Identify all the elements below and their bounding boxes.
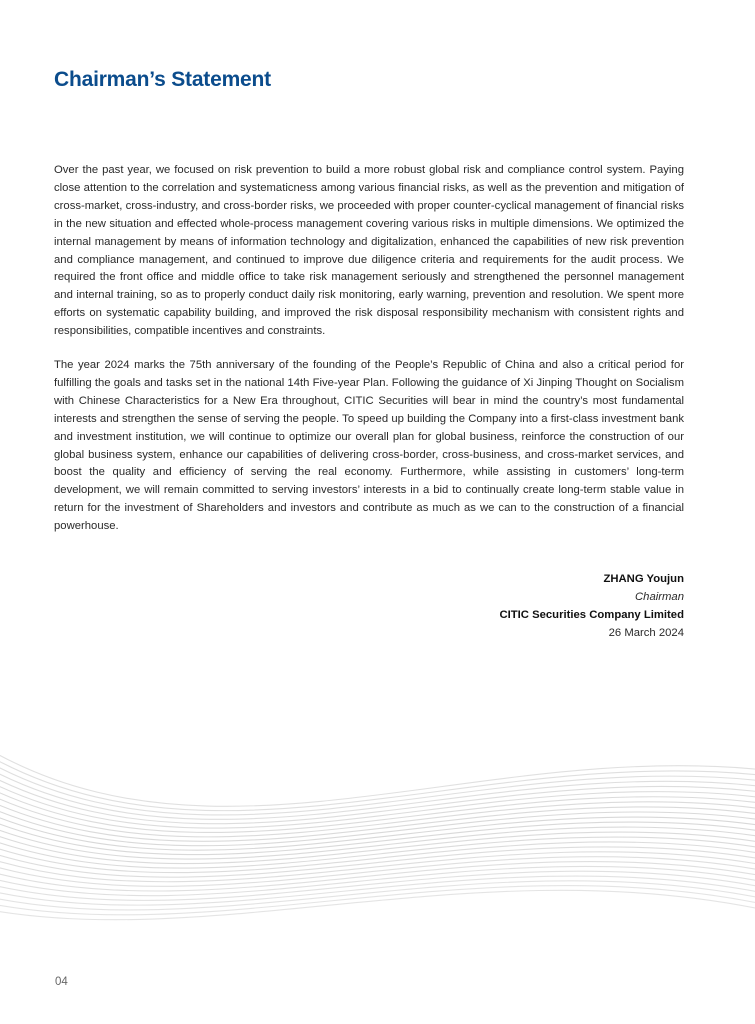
wave-line (0, 750, 755, 806)
signatory-name: ZHANG Youjun (603, 573, 684, 585)
page-title: Chairman’s Statement (54, 68, 271, 91)
wave-line (0, 852, 755, 882)
body-paragraph-2: The year 2024 marks the 75th anniversary of the founding of the People’s Republic of China and also a critical period for fulfilling the goals and tasks set in the national 14th Five-year Plan. Following the guidance of Xi Jinping Thought on Socialism with Chinese Characteristics for a New Era throughout, CITIC Securities will bear in mind the country’s most fundamental interests and strengthen the sense of serving the people. To speed up building the Company into a first-class investment bank and investment institution, we will continue to optimize our overall plan for global business, reinforce the construction of our global business system, enhance our capabilities of delivering cross-border, cross-business, and cross-market services, and boost the quality and efficiency of serving the real economy. Furthermore, while assisting in customers’ long-term development, we will remain committed to serving investors’ interests in a bid to continually create long-term stable value in return for the investment of Shareholders and investors and contribute as much as we can to the construction of a financial powerhouse. (54, 359, 684, 533)
company-name: CITIC Securities Company Limited (499, 609, 684, 621)
wave-line (0, 862, 755, 891)
decorative-wave-lines (0, 730, 755, 970)
signatory-role: Chairman (635, 591, 684, 603)
body-paragraph-1: Over the past year, we focused on risk prevention to build a more robust global risk and compliance control system. Paying close attention to the correlation and systematicness among various financial risks, as well as the prevention and mitigation of cross-market, cross-industry, and cross-border risks, we proceeded with proper counter-cyclical management of financial risks in the new situation and effected whole-process management covering various risks in multiple dimensions. We optimized the internal management by means of information technology and digitalization, enhanced the capabilities of new risk prevention and compliance management, and continued to improve due diligence criteria and requirements for the audit process. We required the front office and middle office to take risk management seriously and strengthened the personnel management and internal training, so as to properly conduct daily risk monitoring, early warning, prevention and resolution. We spent more efforts on systematic capability building, and improved the risk disposal responsibility mechanism with consistent rights and responsibilities, compatible incentives and constraints. (54, 164, 684, 338)
wave-line (0, 857, 755, 887)
wave-line (0, 808, 755, 846)
statement-date: 26 March 2024 (608, 627, 684, 639)
page-number: 04 (55, 976, 68, 988)
wave-line (0, 756, 755, 810)
signature-block (499, 570, 684, 642)
